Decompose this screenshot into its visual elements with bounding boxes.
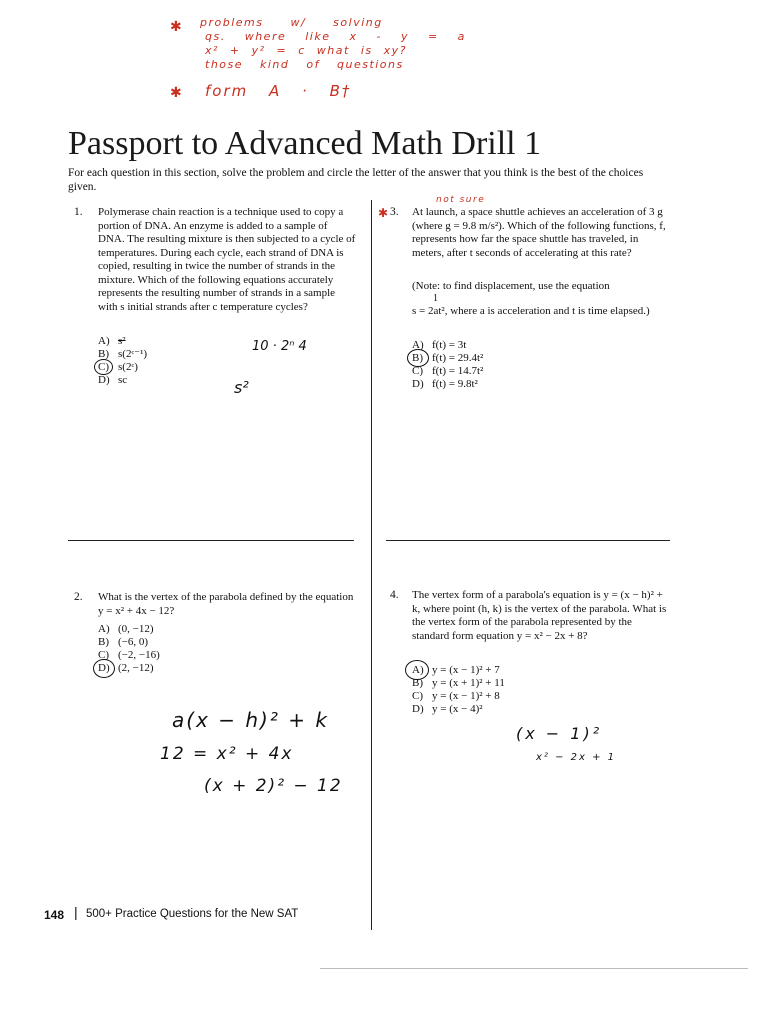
question-2-text: What is the vertex of the parabola defined by the equation y = x² + 4x − 12? bbox=[98, 591, 354, 617]
choice-label: A) bbox=[412, 664, 424, 676]
choice-text: y = (x − 4)² bbox=[432, 703, 483, 715]
handwritten-note-line1: problems w/ solving bbox=[200, 16, 383, 29]
footer-separator: | bbox=[74, 904, 78, 920]
question-4-number: 4. bbox=[390, 589, 399, 601]
note-star-2: ✱ bbox=[170, 85, 184, 101]
choice-label: D) bbox=[98, 662, 110, 674]
choice-label: A) bbox=[98, 623, 110, 635]
question-3-not-sure-note: not sure bbox=[436, 195, 486, 205]
choice-label: D) bbox=[98, 374, 110, 386]
choice-text: f(t) = 9.8t² bbox=[432, 378, 478, 390]
handwritten-note-line3: x² + y² = c what is xy? bbox=[205, 44, 407, 57]
choice-text: y = (x − 1)² + 8 bbox=[432, 690, 500, 702]
row-divider-left bbox=[68, 540, 354, 541]
question-3-number: 3. bbox=[390, 206, 399, 218]
choice-text: (2, −12) bbox=[118, 662, 154, 674]
choice-text: y = (x − 1)² + 7 bbox=[432, 664, 500, 676]
question-2-work-1: a(x − h)² + k bbox=[172, 708, 329, 732]
choice-label: C) bbox=[98, 361, 109, 373]
choice-text: (−2, −16) bbox=[118, 649, 160, 661]
question-3-note-line2: s = 2at², where a is acceleration and t is time elapsed.) bbox=[412, 305, 650, 317]
choice-label: B) bbox=[412, 677, 423, 689]
choice-label: C) bbox=[412, 690, 423, 702]
choice-label: D) bbox=[412, 378, 424, 390]
choice-text: y = (x + 1)² + 11 bbox=[432, 677, 505, 689]
choice-label: A) bbox=[98, 335, 110, 347]
choice-label: B) bbox=[98, 636, 109, 648]
question-1-work-2: s² bbox=[234, 378, 249, 397]
question-1-choice-d[interactable] bbox=[98, 373, 127, 387]
question-2-work-2: 12 = x² + 4x bbox=[160, 744, 294, 764]
choice-label: B) bbox=[98, 348, 109, 360]
choice-label: A) bbox=[412, 339, 424, 351]
choice-label: C) bbox=[98, 649, 109, 661]
choice-text: (0, −12) bbox=[118, 623, 154, 635]
question-3-mark-star: ✱ bbox=[378, 206, 390, 220]
book-title: 500+ Practice Questions for the New SAT bbox=[86, 908, 299, 920]
question-4-choice-b[interactable] bbox=[412, 676, 505, 690]
question-2-choice-a[interactable] bbox=[98, 622, 154, 636]
question-3-choice-d[interactable] bbox=[412, 377, 478, 391]
section-instructions: For each question in this section, solve the problem and circle the letter of the answer that you think is the best of the choices given. bbox=[68, 167, 644, 193]
choice-text: f(t) = 3t bbox=[432, 339, 467, 351]
question-1-work-1: 10 · 2ⁿ 4 bbox=[252, 339, 307, 354]
choice-label: C) bbox=[412, 365, 423, 377]
column-divider bbox=[371, 200, 372, 930]
choice-text: (−6, 0) bbox=[118, 636, 149, 648]
choice-text: s(2ᶜ) bbox=[118, 361, 138, 373]
choice-text: s² bbox=[118, 335, 126, 347]
note-star-1: ✱ bbox=[170, 19, 184, 35]
question-4-choice-d[interactable] bbox=[412, 702, 483, 716]
question-3-note-fraction: 1 bbox=[433, 293, 438, 304]
page-title: Passport to Advanced Math Drill 1 bbox=[68, 125, 542, 162]
answer-circle-q2-d bbox=[93, 659, 115, 678]
bottom-edge-line bbox=[320, 968, 748, 969]
question-4-work-2: x² − 2x + 1 bbox=[536, 752, 617, 763]
choice-text: f(t) = 14.7t² bbox=[432, 365, 484, 377]
page-number: 148 bbox=[44, 908, 65, 922]
choice-text: s(2ᶜ⁻¹) bbox=[118, 348, 148, 360]
question-1-number: 1. bbox=[74, 206, 83, 218]
handwritten-note-line2: qs. where like x - y = a bbox=[205, 30, 466, 43]
question-1-choice-a[interactable] bbox=[98, 334, 126, 348]
question-4-text: The vertex form of a parabola's equation is y = (x − h)² + k, where point (h, k) is the vertex of the parabola. What is the vertex form of the parabola represented by the standard form equation y = x² − 2x + 8? bbox=[412, 589, 667, 642]
row-divider-right bbox=[386, 540, 670, 541]
question-4-choice-c[interactable] bbox=[412, 689, 500, 703]
choice-label: B) bbox=[412, 352, 423, 364]
question-1-text: Polymerase chain reaction is a technique used to copy a portion of DNA. An enzyme is added to a sample of DNA. The resulting mixture is then subjected to a cycle of temperatures. During each cycle, each strand of DNA is copied, resulting in twice the number of strands in the mixture. Which of the following equations accurately represents the resulting number of strands in a sample with s initial strands after c temperature cycles? bbox=[98, 206, 356, 313]
question-4-work-1: (x − 1)² bbox=[516, 724, 603, 743]
choice-label: D) bbox=[412, 703, 424, 715]
question-3-choice-c[interactable] bbox=[412, 364, 483, 378]
handwritten-form-note: form A · B† bbox=[205, 82, 352, 100]
question-3-text: At launch, a space shuttle achieves an acceleration of 3 g (where g = 9.8 m/s²). Which of the following functions, f, represents how far the space shuttle has traveled, in meters, after t seconds of accelerating at this rate? bbox=[412, 206, 666, 259]
choice-text: f(t) = 29.4t² bbox=[432, 352, 484, 364]
question-2-work-3: (x + 2)² − 12 bbox=[204, 776, 343, 796]
question-2-choice-b[interactable] bbox=[98, 635, 148, 649]
question-3-note-line1: (Note: to find displacement, use the equation bbox=[412, 280, 610, 292]
choice-text: sc bbox=[118, 374, 128, 386]
handwritten-note-line4: those kind of questions bbox=[205, 58, 404, 71]
question-2-number: 2. bbox=[74, 591, 83, 603]
